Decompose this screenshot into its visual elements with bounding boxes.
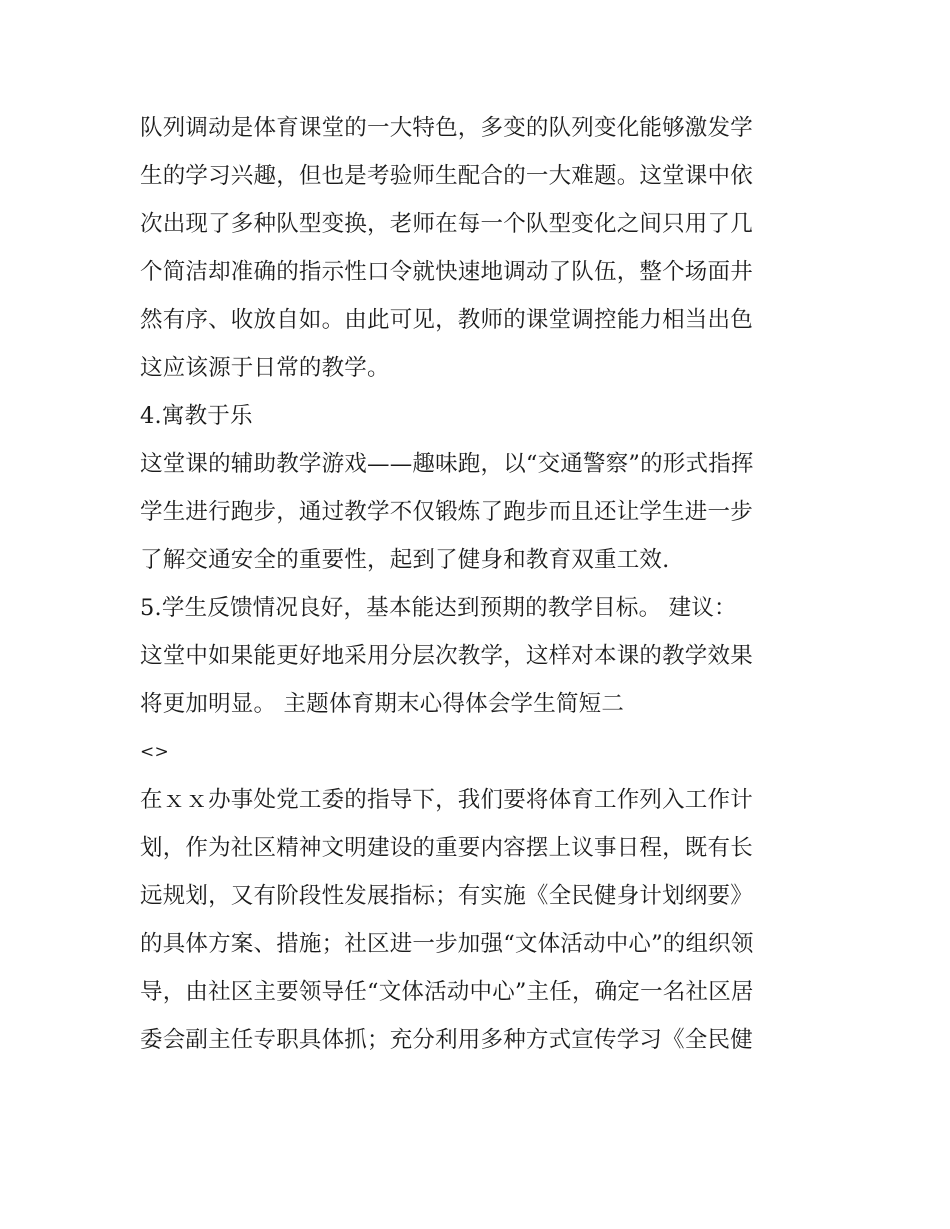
placeholder-marker: <>	[140, 742, 169, 762]
text-line: 了解交通安全的重要性，起到了健身和教育双重工效.	[140, 547, 670, 573]
text-line: 然有序、收放自如。由此可见，教师的课堂调控能力相当出色	[140, 307, 753, 333]
text-line: 这堂中如果能更好地采用分层次教学，这样对本课的教学效果	[140, 643, 753, 669]
text-line: 生的学习兴趣，但也是考验师生配合的一大难题。这堂课中依	[140, 163, 753, 189]
text-line: 导，由社区主要领导任“文体活动中心”主任，确定一名社区居	[140, 979, 754, 1005]
text-line: 5.学生反馈情况良好，基本能达到预期的教学目标。 建议：	[140, 595, 737, 621]
text-line: 次出现了多种队型变换，老师在每一个队型变化之间只用了几	[140, 211, 753, 237]
text-line: 这应该源于日常的教学。	[140, 355, 390, 381]
text-line: 这堂课的辅助教学游戏——趣味跑，以“交通警察”的形式指挥	[140, 451, 754, 477]
section-heading: 4.寓教于乐	[140, 403, 253, 429]
text-line: 在ｘｘ办事处党工委的指导下，我们要将体育工作列入工作计	[140, 787, 753, 813]
text-line: 的具体方案、措施；社区进一步加强“文体活动中心”的组织领	[140, 931, 754, 957]
text-line: 远规划，又有阶段性发展指标；有实施《全民健身计划纲要》	[140, 883, 753, 909]
text-line: 将更加明显。 主题体育期末心得体会学生简短二	[140, 691, 625, 717]
text-line: 学生进行跑步，通过教学不仅锻炼了跑步而且还让学生进一步	[140, 499, 753, 525]
text-line: 划，作为社区精神文明建设的重要内容摆上议事日程，既有长	[140, 835, 753, 861]
document-body	[140, 104, 820, 1064]
text-line: 个简洁却准确的指示性口令就快速地调动了队伍，整个场面井	[140, 259, 753, 285]
text-line: 队列调动是体育课堂的一大特色，多变的队列变化能够激发学	[140, 115, 753, 141]
text-line: 委会副主任专职具体抓；充分利用多种方式宣传学习《全民健	[140, 1027, 753, 1053]
